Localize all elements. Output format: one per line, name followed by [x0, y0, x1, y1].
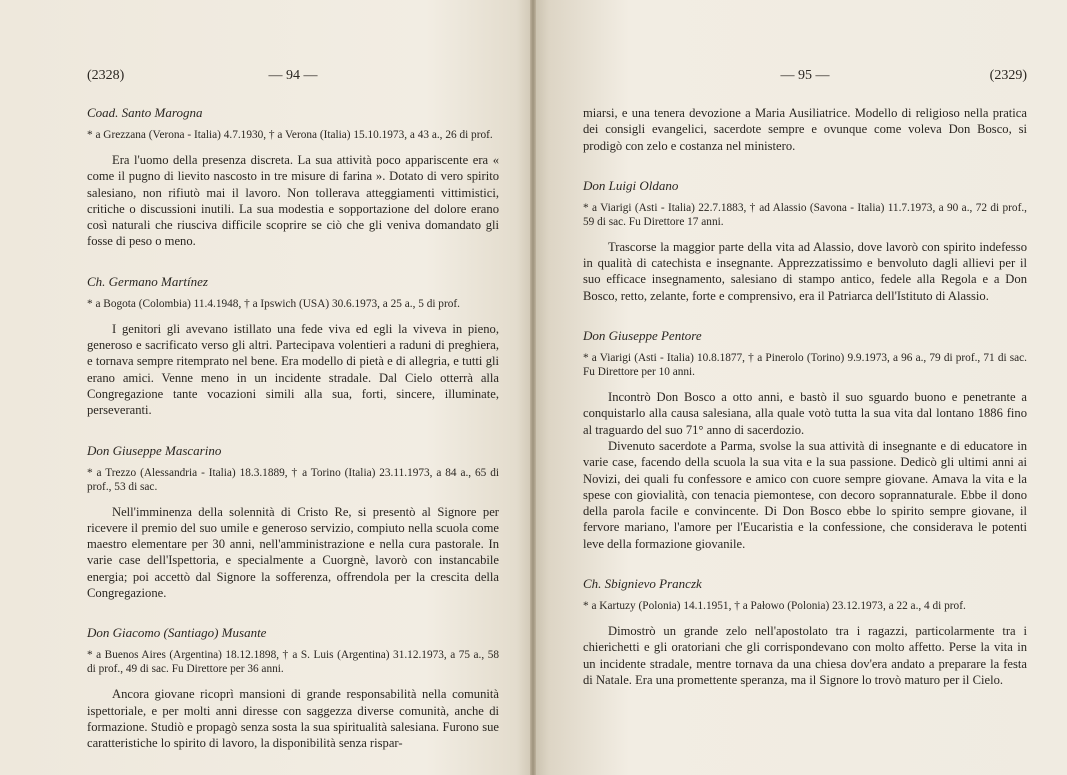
entry-text: Trascorse la maggior parte della vita ad Alassio, dove lavorò con spirito indefesso in qualità di catechista e insegnante. Apprezzatissimo e benvoluto dagli allievi per il suo efficace insegnamento, salesiano di stampo antico, fedele alla Regola e a Don Bosco, retto, zelante, forte e comprensivo, era il Patriarca dell'Istituto di Alassio. — [583, 239, 1027, 303]
entry-name: Don Giuseppe Mascarino — [87, 442, 222, 458]
entry-name: Don Luigi Oldano — [583, 177, 679, 193]
entry-text: Divenuto sacerdote a Parma, svolse la sua attività di insegnante e di educatore in varie case, facendo della scuola la sua vita e la sua passione. Dedicò gli ultimi anni ai Novizi, dei quali fu confessore e amico con cuore sempre giovane. Amava la vita e la spese con giovialità, con tenacia piemontese, con decoro soprannaturale. Ebbe il dono della parola facile e convincente. Di Don Bosco ebbe lo spirito sempre giovane, il fervore mariano, l'amore per l'Eucaristia e la confessione, che considerava le potenti leve della formazione giovanile. — [583, 438, 1027, 551]
entry-text: Dimostrò un grande zelo nell'apostolato tra i ragazzi, particolarmente tra i chierichetti e gli oratoriani che gli corrispondevano con molto affetto. Perse la vita in un incidente stradale, mentre tornava da una chiesa dov'era andato a preparare la festa di Natale. Era una promettente speranza, ma il Signore lo trovò maturo per il Cielo. — [583, 624, 1027, 687]
right-page-code: (2329) — [989, 68, 1027, 83]
entry-name: Ch. Germano Martínez — [87, 273, 208, 289]
entry-bio: * a Bogota (Colombia) 11.4.1948, † a Ipswich (USA) 30.6.1973, a 25 a., 5 di prof. — [87, 297, 460, 310]
entry-bio: * a Viarigi (Asti - Italia) 22.7.1883, † ad Alassio (Savona - Italia) 11.7.1973, a 90 a., 72 di prof., 59 di sac. Fu Direttore 17 anni. — [583, 201, 1027, 228]
entry-bio: * a Viarigi (Asti - Italia) 10.8.1877, † a Pinerolo (Torino) 9.9.1973, a 96 a., 79 di prof., 71 di sac. Fu Direttore per 10 anni. — [583, 352, 1027, 379]
entry-name: Ch. Sbignievo Pranczk — [583, 576, 702, 592]
left-page-number: — 94 — — [268, 68, 318, 83]
entry-text: I genitori gli avevano istillato una fede viva ed egli la viveva in pieno, generoso e sacrificato verso gli altri. Partecipava volentieri a raduni di preghiera, e tornava sempre ritemprato nel bene. Era modello di pietà e di allegria, e tutti gli erano amici. Venne meno in un incidente stradale. Dal Cielo otterrà alla Congregazione tante vocazioni simili alla sua, forti, sincere, illuminate, perseveranti. — [87, 321, 499, 418]
entry-text: Nell'imminenza della solennità di Cristo Re, si presentò al Signore per ricevere il premio del suo umile e generoso servizio, compiuto nella scuola come maestro elementare per 30 anni, nell'amministrazione e nella cura pastorale. In varie case dell'Ispettoria, e specialmente a Cuorgnè, lavorò con instancabile energia; poi accettò dal Signore la sofferenza, offrendola per la crescita della Congregazione. — [87, 504, 499, 601]
entry-name: Don Giuseppe Pentore — [583, 328, 702, 344]
entry-name: Coad. Santo Marogna — [87, 105, 203, 120]
entry-bio: * a Kartuzy (Polonia) 14.1.1951, † a Pałowo (Polonia) 23.12.1973, a 22 a., 4 di prof. — [583, 600, 966, 613]
entry-bio: * a Buenos Aires (Argentina) 18.12.1898, † a S. Luis (Argentina) 31.12.1973, a 75 a., 58 di prof., 49 di sac. Fu Direttore per 36 anni. — [87, 649, 499, 676]
left-page-content — [87, 68, 499, 764]
entry-bio: * a Trezzo (Alessandria - Italia) 18.3.1889, † a Torino (Italia) 23.11.1973, a 84 a., 65 di prof., 53 di sac. — [87, 466, 499, 493]
left-page-header — [87, 68, 499, 88]
left-page-code: (2328) — [87, 68, 125, 83]
right-page — [533, 0, 1067, 775]
entry-text: Incontrò Don Bosco a otto anni, e bastò il suo sguardo buono e penetrante a conquistarlo alla causa salesiana, alla quale votò tutta la sua vita dal lontano 1886 fino al traguardo del suo 71° anno di sacerdozio. — [583, 390, 1027, 437]
right-page-content — [583, 68, 1027, 700]
right-page-header — [583, 68, 1027, 88]
entry-bio: * a Grezzana (Verona - Italia) 4.7.1930, † a Verona (Italia) 15.10.1973, a 43 a., 26 di prof. — [87, 129, 493, 141]
continuation-text: miarsi, e una tenera devozione a Maria Ausiliatrice. Modello di religioso nella pratica dei consigli evangelici, sacerdote sempre e ovunque come voleva Don Bosco, si prodigò con zelo e costanza nel ministero. — [583, 106, 1027, 153]
right-page-number: — 95 — — [780, 68, 830, 83]
entry-text: Era l'uomo della presenza discreta. La sua attività poco appariscente era « come il pugno di lievito nascosto in tre misure di farina ». Dotato di vero spirito salesiano, non rifiutò mai il lavoro. Non tollerava atteggiamenti vittimistici, critiche o discussioni inutili. La sua modestia e sopportazione del dolore erano così naturali che riusciva difficile scoprire se ciò che gli veniva domandato gli fosse di peso o meno. — [87, 153, 499, 249]
entry-name: Don Giacomo (Santiago) Musante — [87, 625, 267, 641]
left-page — [0, 0, 533, 775]
book-spine — [530, 0, 536, 775]
entry-text: Ancora giovane ricoprì mansioni di grande responsabilità nella comunità ispettoriale, e per molti anni diresse con saggezza diverse comunità, anche di formazione. Studiò e propagò senza sosta la sua spiritualità salesiana. Furono sue caratteristiche lo spirito di lavoro, la disponibilità senza rispar- — [87, 687, 499, 751]
